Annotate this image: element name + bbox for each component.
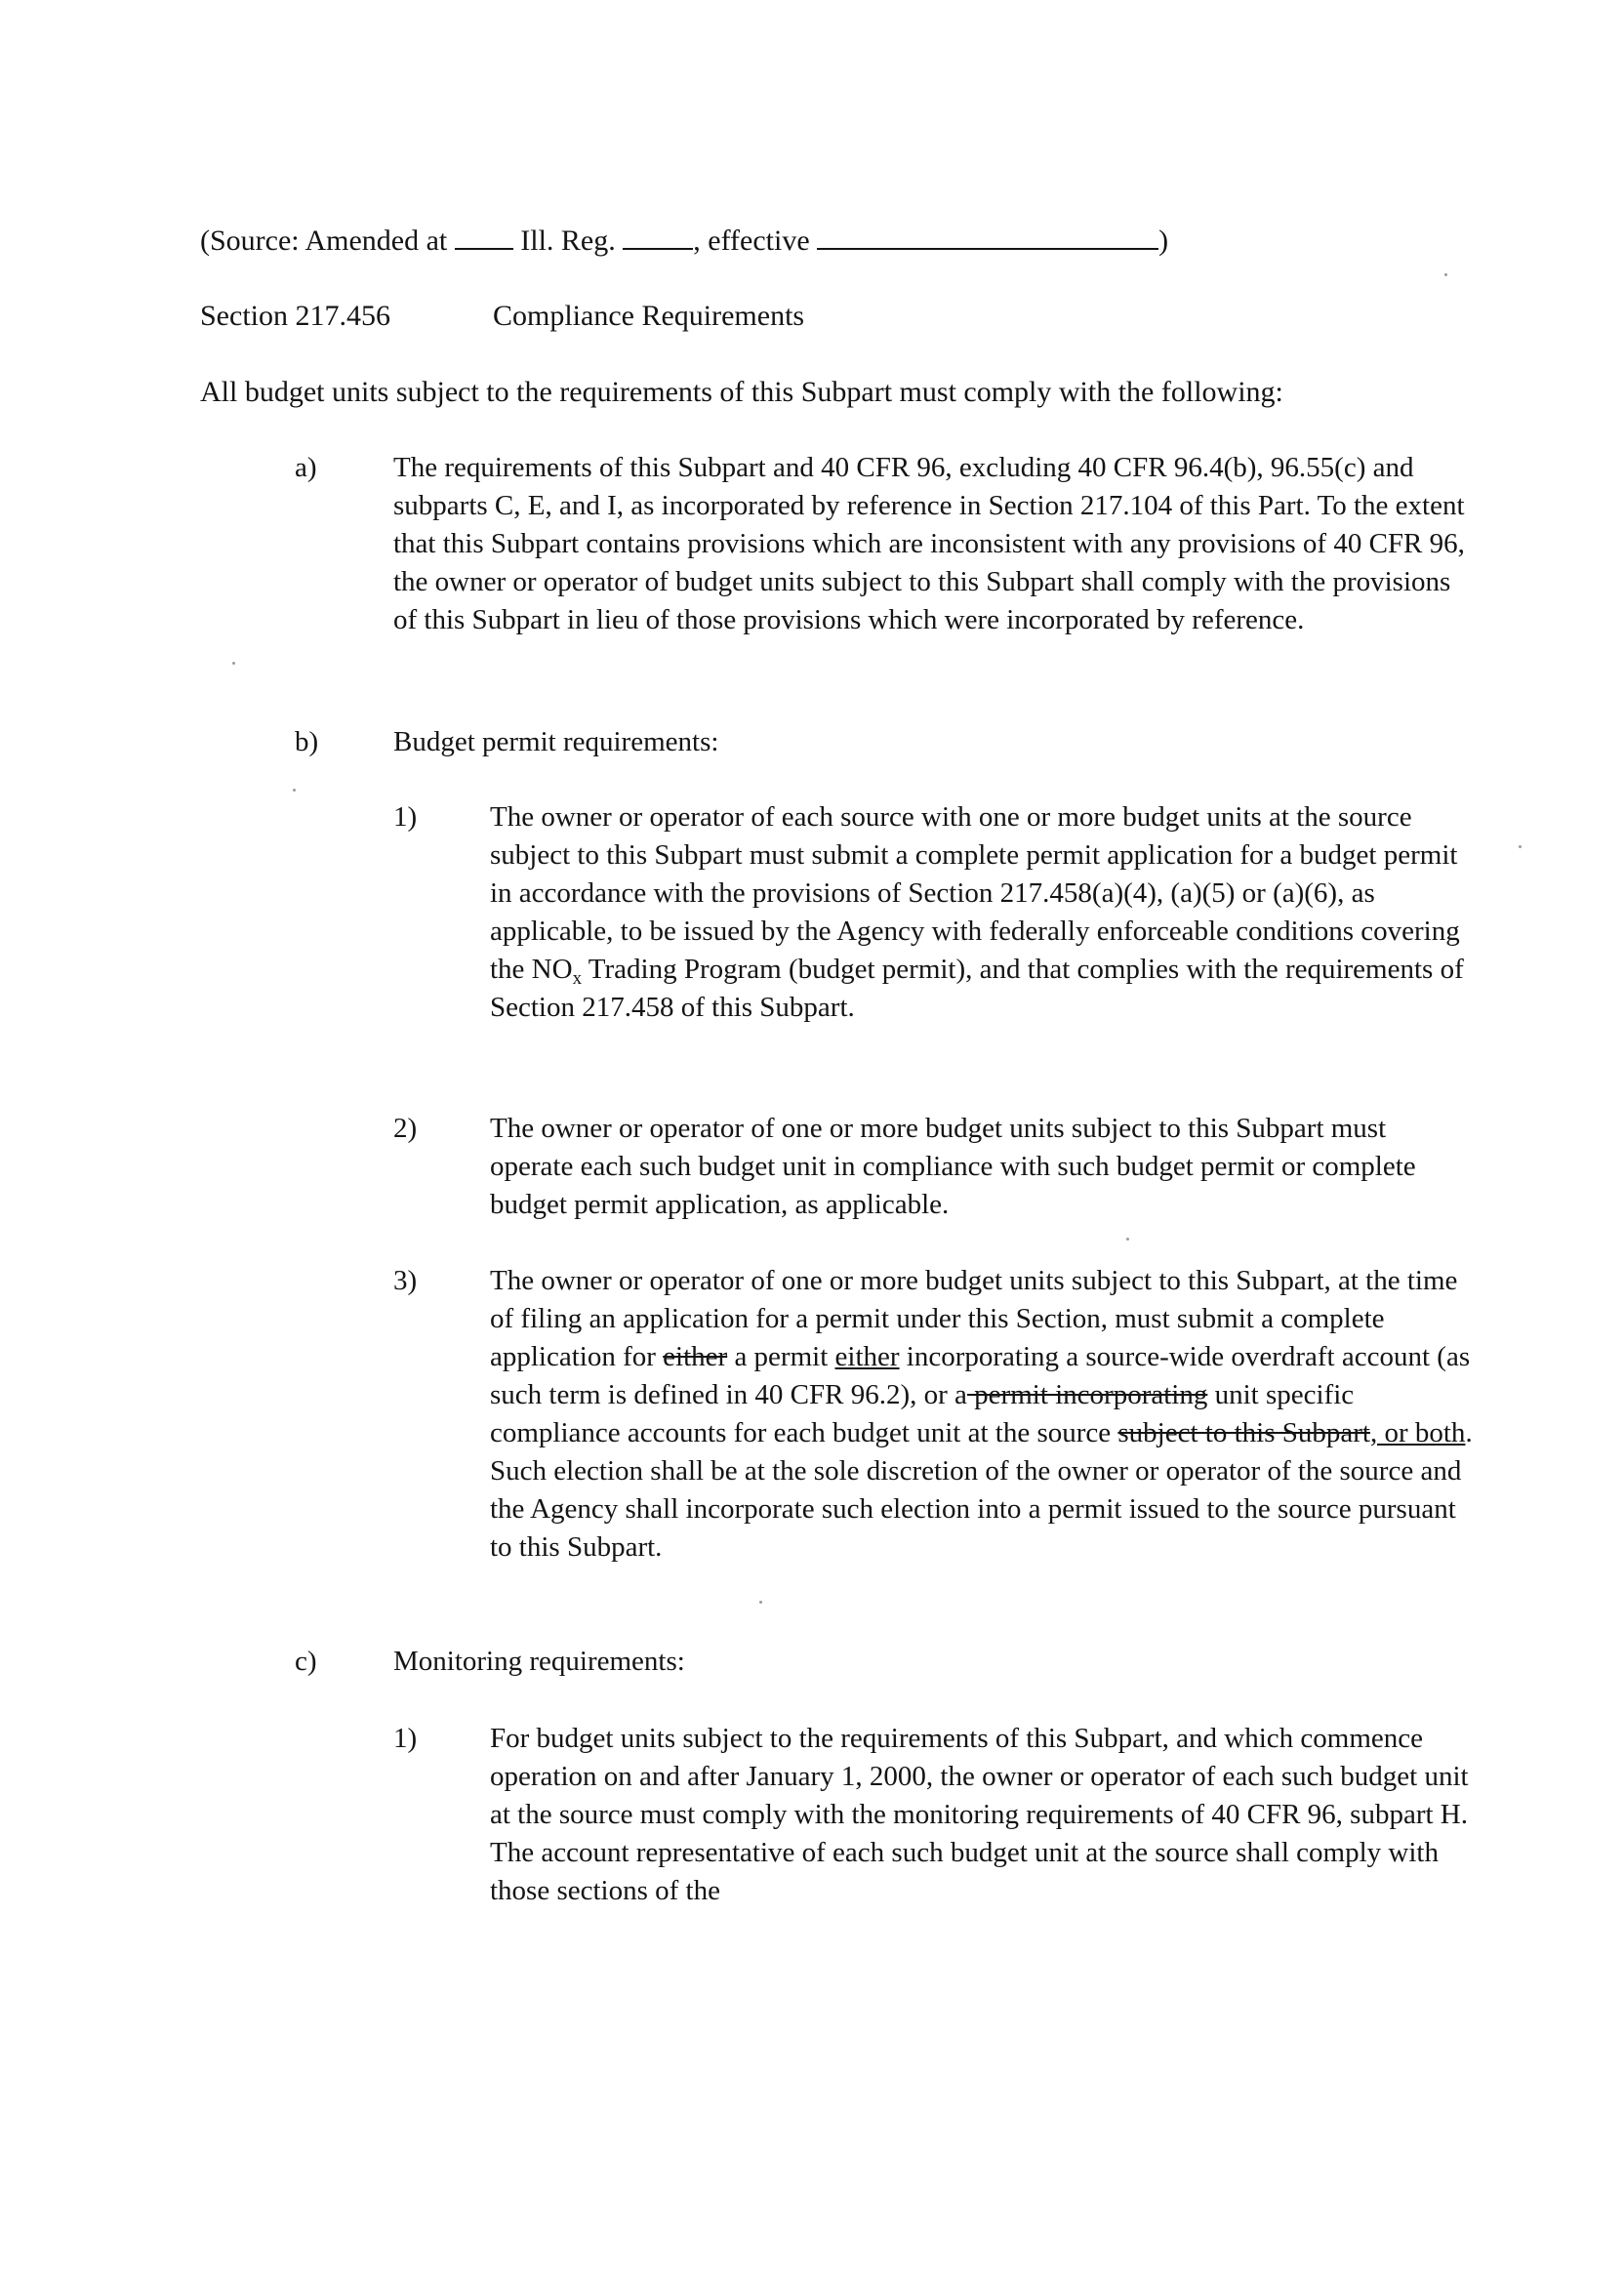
deleted-text-permit-incorporating: permit incorporating — [966, 1379, 1208, 1410]
effective-date-blank — [817, 221, 1158, 250]
item-b1-text-part2: Trading Program (budget permit), and that complies with the requirements of Section 217.458 of this Subpart. — [490, 954, 1464, 1023]
source-note — [200, 221, 1293, 260]
item-c1-text: For budget units subject to the requirements of this Subpart, and which commence operation on and after January 1, 2000, the owner or operator of each such budget unit at the source must comply with the monitoring requirements of 40 CFR 96, subpart H. The account representative of each such budget unit at the source shall comply with those sections of the — [490, 1723, 1469, 1906]
item-b1-text-part1: The owner or operator of each source with one or more budget units at the source subject to this Subpart must submit a complete permit application for a budget permit in accordance with the provisions of Section 217.458(a)(4), (a)(5) or (a)(6), as applicable, to be issued by the Agency with federally enforceable conditions covering the NO — [490, 801, 1460, 985]
deleted-text-subject-to-subpart: subject to this Subpart — [1117, 1417, 1370, 1448]
item-b1-text — [490, 798, 1474, 1027]
item-b3-text-4: unit specific compliance accounts for each budget unit at the source — [490, 1379, 1355, 1448]
section-title: Compliance Requirements — [493, 300, 805, 332]
section-heading — [200, 297, 1078, 335]
item-b3-text — [490, 1262, 1474, 1567]
subsection-a-marker: a) — [295, 452, 317, 483]
scan-speck — [1519, 845, 1522, 848]
item-b3-text-5: . Such election shall be at the sole discretion of the owner or operator of the source and the Agency shall incorporate such election into a permit issued to the source pursuant to this Subpart. — [490, 1417, 1473, 1563]
subsection-b-marker: b) — [295, 726, 319, 757]
page-blank — [623, 221, 693, 250]
source-effective: , effective — [693, 224, 810, 257]
subsection-b-heading: Budget permit requirements: — [393, 726, 719, 757]
item-b2-marker: 2) — [393, 1113, 418, 1144]
source-reg: Ill. Reg. — [520, 224, 616, 257]
scan-speck — [293, 789, 296, 792]
volume-blank — [455, 221, 513, 250]
item-b3-text-1: The owner or operator of one or more budget units subject to this Subpart, at the time of filing an application for a permit under this Section, must submit a complete application for — [490, 1265, 1458, 1372]
subsection-c-heading: Monitoring requirements: — [393, 1646, 685, 1677]
source-prefix: (Source: Amended at — [200, 224, 448, 257]
item-b3-marker: 3) — [393, 1265, 418, 1296]
item-b3-text-2: a permit — [727, 1341, 835, 1372]
nox-subscript: x — [572, 968, 583, 989]
subsection-c-marker: c) — [295, 1646, 317, 1677]
scan-speck — [759, 1601, 762, 1604]
item-c1-marker: 1) — [393, 1723, 418, 1754]
intro-paragraph: All budget units subject to the requirements of this Subpart must comply with the following: — [200, 376, 1283, 408]
inserted-text-either: either — [834, 1341, 900, 1372]
scan-speck — [232, 662, 235, 665]
subsection-a-text: The requirements of this Subpart and 40 CFR 96, excluding 40 CFR 96.4(b), 96.55(c) and subparts C, E, and I, as incorporated by reference in Section 217.104 of this Part. To the extent that this Subpart contains provisions which are inconsistent with any provisions of 40 CFR 96, the owner or operator of budget units subject to this Subpart shall comply with the provisions of this Subpart in lieu of those provisions which were incorporated by reference. — [393, 452, 1465, 635]
item-b3-text-3: incorporating a source-wide overdraft account (as such term is defined in 40 CFR 96.2), or a — [490, 1341, 1471, 1410]
deleted-text-either: either — [663, 1341, 728, 1372]
source-close: ) — [1158, 224, 1169, 257]
inserted-text-or-both: , or both — [1369, 1417, 1466, 1448]
item-b2-text: The owner or operator of one or more budget units subject to this Subpart must operate each such budget unit in compliance with such budget permit or complete budget permit application, as applicable. — [490, 1113, 1416, 1220]
item-b1-marker: 1) — [393, 801, 418, 833]
section-number: Section 217.456 — [200, 300, 390, 332]
scan-speck — [1444, 273, 1447, 276]
scan-speck — [1126, 1238, 1129, 1241]
